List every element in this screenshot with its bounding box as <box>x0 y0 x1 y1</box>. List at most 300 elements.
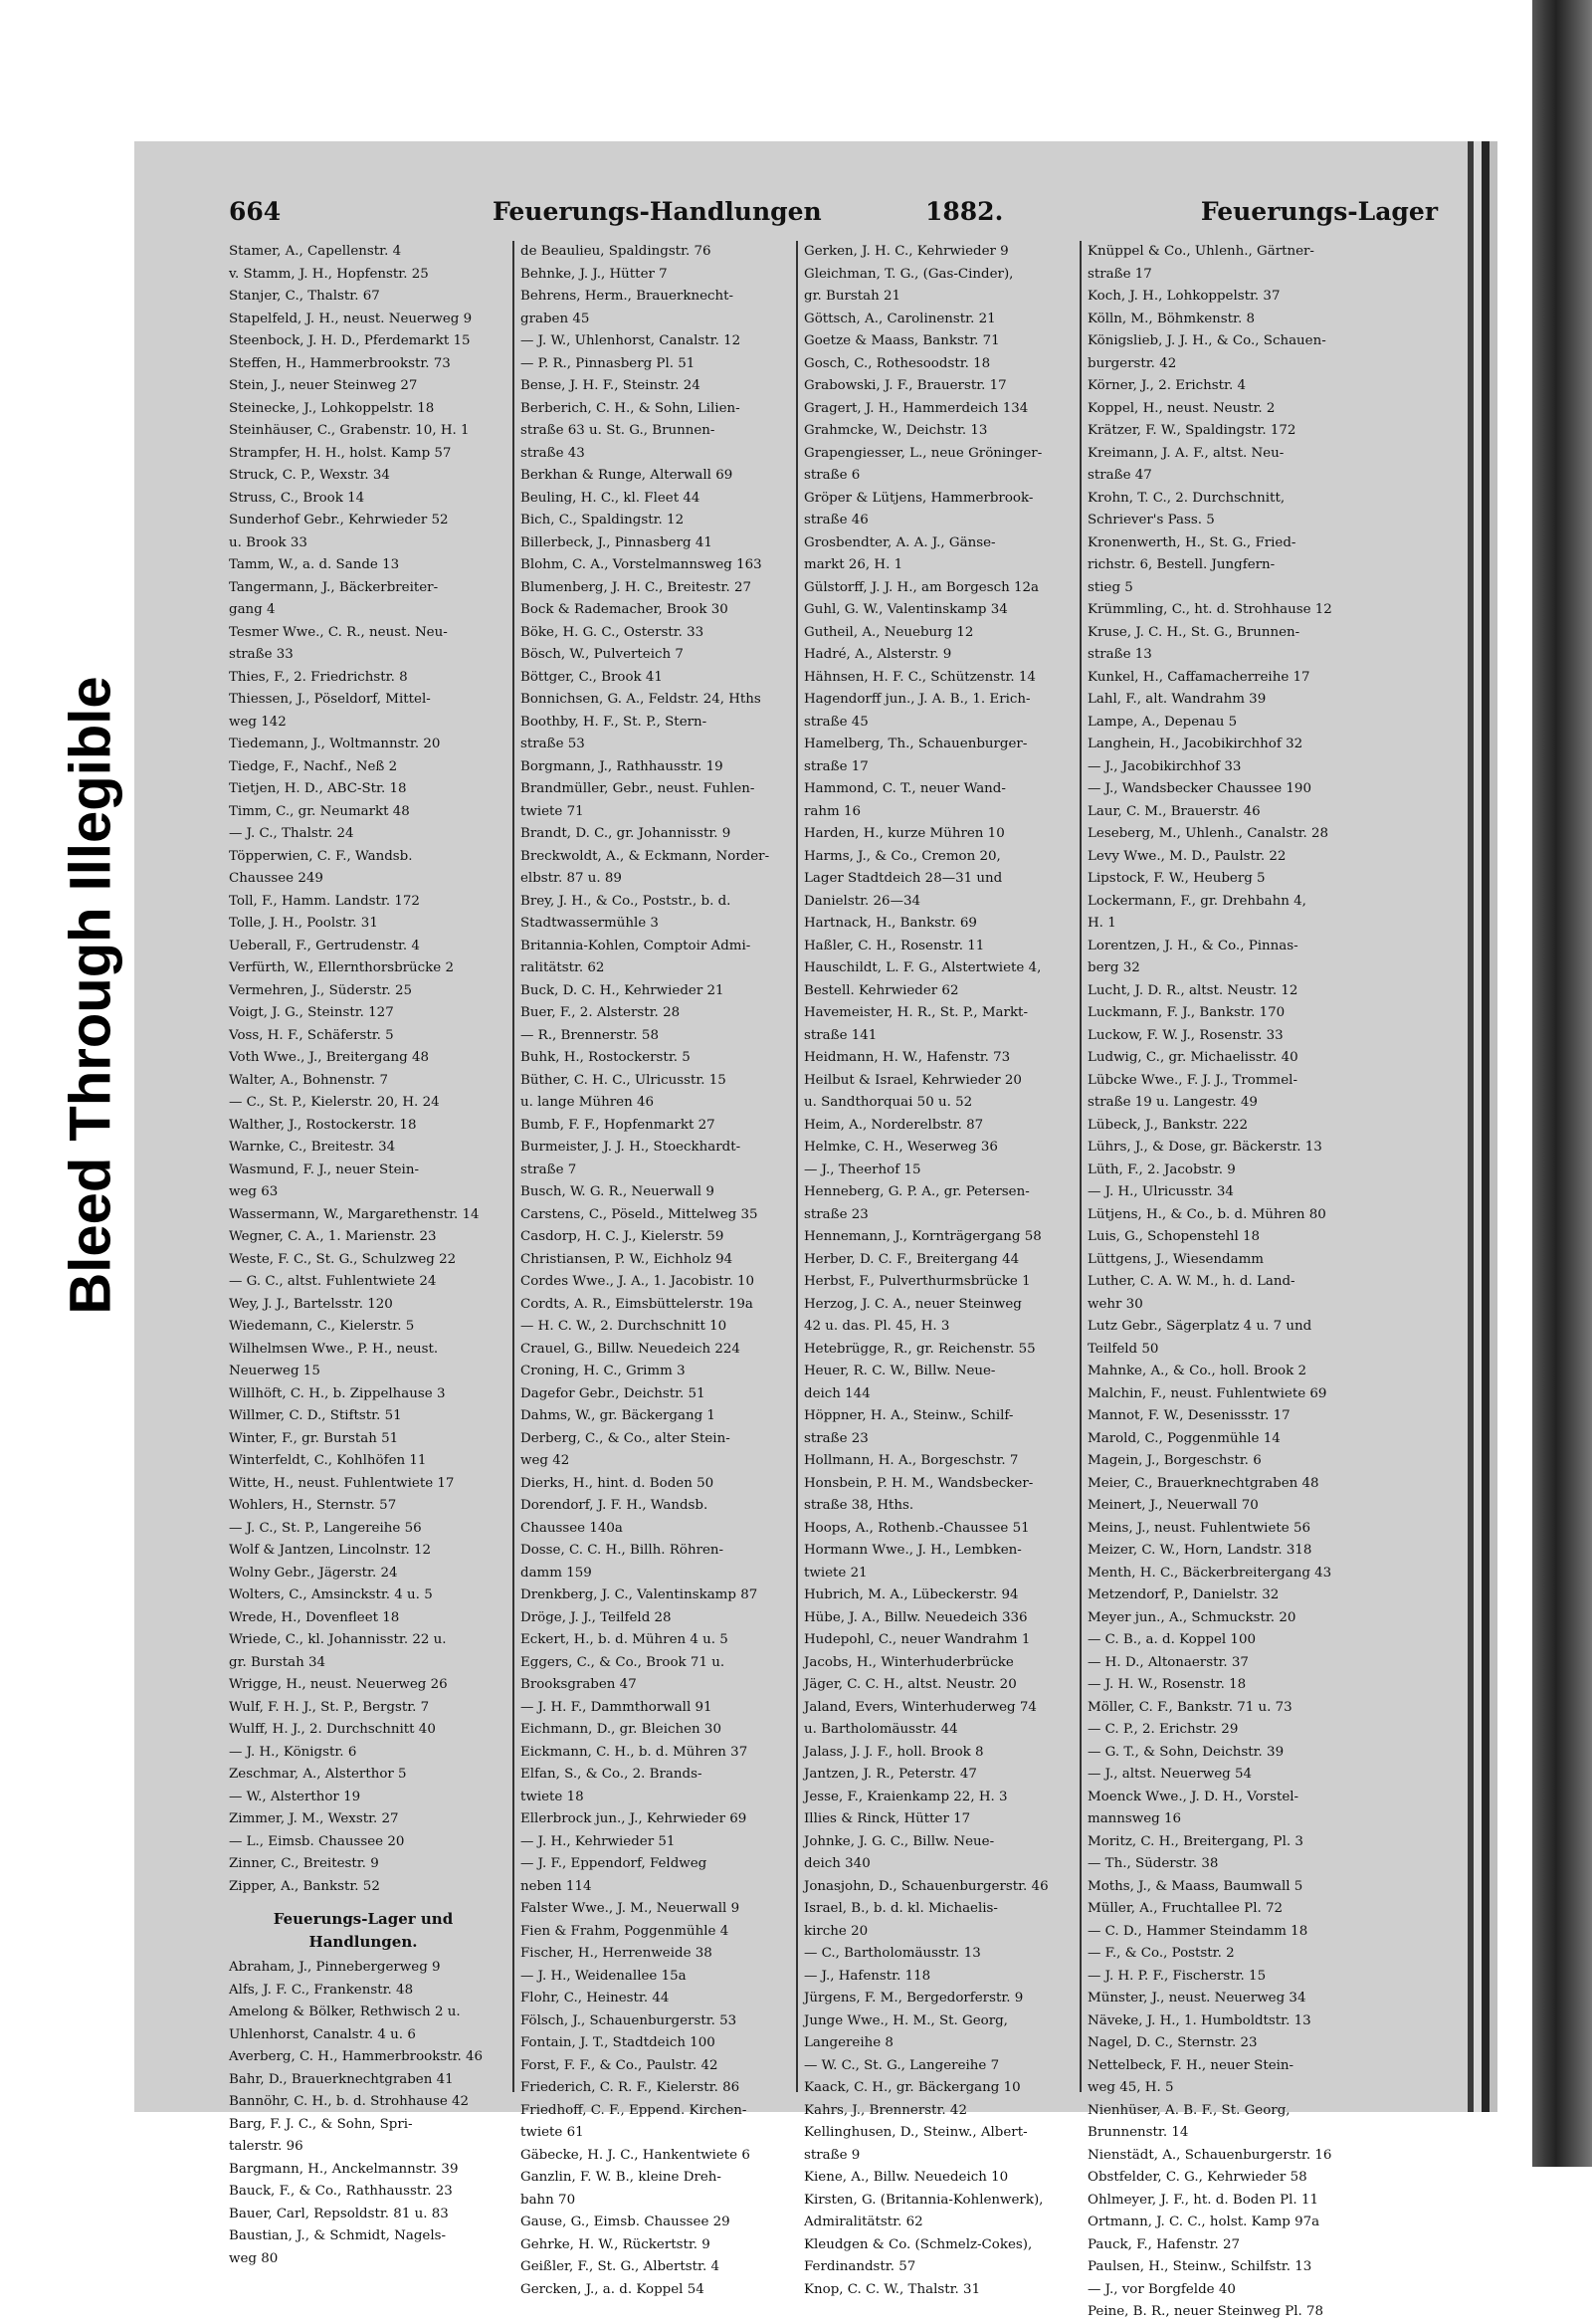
directory-entry: Voss, H. F., Schäferstr. 5 <box>229 1027 394 1043</box>
directory-entry: Wiedemann, C., Kielerstr. 5 <box>229 1319 415 1334</box>
directory-entry: — J. H., Königstr. 6 <box>229 1744 357 1760</box>
directory-entry: Henneberg, G. P. A., gr. Petersen- <box>804 1184 1030 1199</box>
directory-entry: Steinecke, J., Lohkoppelstr. 18 <box>229 400 435 416</box>
section-heading: Feuerungs-Lager und Handlungen. <box>273 1910 454 1951</box>
directory-entry: — C. D., Hammer Steindamm 18 <box>1088 1923 1308 1939</box>
directory-entry: Lüth, F., 2. Jacobstr. 9 <box>1088 1162 1236 1177</box>
directory-entry: 42 u. das. Pl. 45, H. 3 <box>804 1319 950 1334</box>
directory-entry: Luckmann, F. J., Bankstr. 170 <box>1088 1005 1286 1020</box>
directory-entry: Hormann Wwe., J. H., Lembken- <box>804 1543 1022 1558</box>
directory-entry: Dosse, C. C. H., Billh. Röhren- <box>520 1543 724 1558</box>
directory-entry: Zipper, A., Bankstr. 52 <box>229 1878 380 1894</box>
directory-entry: Lager Stadtdeich 28—31 und <box>804 871 1003 886</box>
directory-entry: Grosbendter, A. A. J., Gänse- <box>804 534 996 550</box>
directory-entry: Bich, C., Spaldingstr. 12 <box>520 513 685 528</box>
directory-entry: Busch, W. G. R., Neuerwall 9 <box>520 1184 714 1199</box>
directory-entry: Hauschildt, L. F. G., Alstertwiete 4, <box>804 960 1042 975</box>
directory-entry: — L., Eimsb. Chaussee 20 <box>229 1833 405 1849</box>
directory-entry: Struss, C., Brook 14 <box>229 490 365 506</box>
directory-entry: Wohlers, H., Sternstr. 57 <box>229 1498 397 1513</box>
directory-entry: Teilfeld 50 <box>1088 1341 1159 1357</box>
directory-entry: Gäbecke, H. J. C., Hankentwiete 6 <box>520 2147 750 2163</box>
directory-entry: Hamelberg, Th., Schauenburger- <box>804 737 1028 751</box>
directory-entry: Bauer, Carl, Repsoldstr. 81 u. 83 <box>229 2206 449 2221</box>
directory-entry: Kaack, C. H., gr. Bäckergang 10 <box>804 2080 1021 2095</box>
directory-entry: Peine, B. R., neuer Steinweg Pl. 78 <box>1088 2304 1324 2319</box>
directory-entry: — J. C., St. P., Langereihe 56 <box>229 1520 422 1536</box>
directory-entry: Tietjen, H. D., ABC-Str. 18 <box>229 781 407 796</box>
directory-entry: gr. Burstah 34 <box>229 1654 326 1670</box>
directory-entry: straße 47 <box>1088 468 1152 483</box>
directory-entry: — G. C., altst. Fuhlentwiete 24 <box>229 1274 437 1289</box>
directory-entry: — J., vor Borgfelde 40 <box>1088 2281 1236 2297</box>
directory-entry: weg 80 <box>229 2250 279 2266</box>
directory-entry: Struck, C. P., Wexstr. 34 <box>229 468 390 483</box>
directory-entry: Lübeck, J., Bankstr. 222 <box>1088 1117 1249 1133</box>
directory-entry: Friedhoff, C. F., Eppend. Kirchen- <box>520 2102 747 2118</box>
directory-entry: Geißler, F., St. G., Albertstr. 4 <box>520 2259 719 2274</box>
directory-entry: Grabowski, J. F., Brauerstr. 17 <box>804 378 1007 393</box>
directory-entry: weg 42 <box>520 1453 570 1468</box>
directory-entry: Bestell. Kehrwieder 62 <box>804 982 959 998</box>
directory-entry: Fölsch, J., Schauenburgerstr. 53 <box>520 2012 737 2028</box>
directory-entry: Croning, H. C., Grimm 3 <box>520 1364 686 1378</box>
directory-entry: Guhl, G. W., Valentinskamp 34 <box>804 602 1008 617</box>
directory-entry: — J., Jacobikirchhof 33 <box>1088 758 1242 774</box>
directory-entry: Gause, G., Eimsb. Chaussee 29 <box>520 2215 730 2229</box>
running-section: Feuerungs-Lager <box>1200 197 1438 226</box>
directory-entry: Koppel, H., neust. Neustr. 2 <box>1088 400 1276 416</box>
directory-entry: Harms, J., & Co., Cremon 20, <box>804 848 1001 864</box>
document-condition-stamps <box>0 0 124 2167</box>
directory-entry: Baustian, J., & Schmidt, Nagels- <box>229 2228 446 2243</box>
directory-entry: Lampe, A., Depenau 5 <box>1088 714 1238 730</box>
directory-entry: Blumenberg, J. H. C., Breitestr. 27 <box>520 579 752 595</box>
directory-entry: Carstens, C., Pöseld., Mittelweg 35 <box>520 1206 758 1222</box>
directory-entry: Metzendorf, P., Danielstr. 32 <box>1088 1587 1280 1602</box>
directory-entry: Tiedge, F., Nachf., Neß 2 <box>229 758 398 774</box>
directory-entry: Hudepohl, C., neuer Wandrahm 1 <box>804 1632 1031 1647</box>
directory-entry: Obstfelder, C. G., Kehrwieder 58 <box>1088 2170 1307 2185</box>
directory-columns <box>229 241 1333 2319</box>
directory-entry: Stadtwassermühle 3 <box>520 916 659 931</box>
directory-entry: Buer, F., 2. Alsterstr. 28 <box>520 1005 681 1020</box>
directory-entry: Krümmling, C., ht. d. Strohhause 12 <box>1088 602 1332 617</box>
directory-entry: Herber, D. C. F., Breitergang 44 <box>804 1251 1020 1267</box>
directory-entry: Möller, C. F., Bankstr. 71 u. 73 <box>1088 1699 1293 1715</box>
directory-entry: twiete 61 <box>520 2125 584 2140</box>
directory-entry: — Th., Süderstr. 38 <box>1088 1856 1219 1871</box>
directory-entry: Behnke, J. J., Hütter 7 <box>520 266 668 282</box>
directory-entry: — W. C., St. G., Langereihe 7 <box>804 2057 1000 2073</box>
directory-entry: Thies, F., 2. Friedrichstr. 8 <box>229 669 408 685</box>
directory-entry: Kiene, A., Billw. Neuedeich 10 <box>804 2170 1009 2185</box>
directory-entry: twiete 21 <box>804 1565 868 1581</box>
directory-entry: straße 23 <box>804 1206 869 1222</box>
directory-entry: Elfan, S., & Co., 2. Brands- <box>520 1767 702 1782</box>
directory-entry: Crauel, G., Billw. Neuedeich 224 <box>520 1341 740 1357</box>
directory-entry: Bense, J. H. F., Steinstr. 24 <box>520 378 700 393</box>
directory-entry: Steinhäuser, C., Grabenstr. 10, H. 1 <box>229 423 470 438</box>
directory-entry: Chaussee 140a <box>520 1520 623 1536</box>
directory-entry: — J. W., Uhlenhorst, Canalstr. 12 <box>520 333 741 348</box>
directory-entry: Kirsten, G. (Britannia-Kohlenwerk), <box>804 2192 1044 2208</box>
directory-entry: Luther, C. A. W. M., h. d. Land- <box>1088 1274 1295 1289</box>
directory-entry: Moritz, C. H., Breitergang, Pl. 3 <box>1088 1833 1303 1849</box>
page-header <box>229 197 1438 237</box>
directory-entry: u. lange Mühren 46 <box>520 1095 654 1110</box>
directory-entry: Behrens, Herm., Brauerknecht- <box>520 289 734 304</box>
directory-entry: markt 26, H. 1 <box>804 557 903 572</box>
directory-entry: Meyer jun., A., Schmuckstr. 20 <box>1088 1609 1296 1625</box>
directory-entry: Nagel, D. C., Sternstr. 23 <box>1088 2035 1258 2050</box>
directory-entry: bahn 70 <box>520 2192 576 2208</box>
directory-entry: stieg 5 <box>1088 579 1133 595</box>
directory-entry: Voth Wwe., J., Breitergang 48 <box>229 1050 429 1065</box>
directory-entry: Jonasjohn, D., Schauenburgerstr. 46 <box>804 1878 1049 1894</box>
directory-entry: — H. C. W., 2. Durchschnitt 10 <box>520 1319 727 1334</box>
directory-entry: Zimmer, J. M., Wexstr. 27 <box>229 1811 399 1826</box>
directory-entry: Dröge, J. J., Teilfeld 28 <box>520 1609 672 1625</box>
directory-entry: Tiedemann, J., Woltmannstr. 20 <box>229 737 441 751</box>
directory-entry: Kronenwerth, H., St. G., Fried- <box>1088 534 1296 550</box>
column-3 <box>796 241 1073 2297</box>
directory-entry: Näveke, J. H., 1. Humboldtstr. 13 <box>1088 2012 1311 2028</box>
directory-entry: Böke, H. G. C., Osterstr. 33 <box>520 624 704 640</box>
directory-entry: Ohlmeyer, J. F., ht. d. Boden Pl. 11 <box>1088 2192 1318 2208</box>
directory-entry: Averberg, C. H., Hammerbrookstr. 46 <box>229 2049 484 2064</box>
directory-entry: Lutz Gebr., Sägerplatz 4 u. 7 und <box>1088 1319 1312 1334</box>
directory-entry: Hartnack, H., Bankstr. 69 <box>804 916 977 931</box>
directory-entry: straße 13 <box>1088 647 1152 662</box>
directory-entry: Wriede, C., kl. Johannisstr. 22 u. <box>229 1632 447 1647</box>
directory-entry: Menth, H. C., Bäckerbreitergang 43 <box>1088 1565 1332 1581</box>
directory-entry: Ueberall, F., Gertrudenstr. 4 <box>229 938 420 953</box>
directory-entry: Israel, B., b. d. kl. Michaelis- <box>804 1901 998 1916</box>
directory-entry: Luis, G., Schopenstehl 18 <box>1088 1229 1261 1244</box>
directory-entry: Bumb, F. F., Hopfenmarkt 27 <box>520 1117 715 1133</box>
directory-entry: Falster Wwe., J. M., Neuerwall 9 <box>520 1901 740 1916</box>
directory-entry: Admiralitätstr. 62 <box>804 2215 923 2229</box>
directory-entry: Hoops, A., Rothenb.-Chaussee 51 <box>804 1520 1030 1536</box>
directory-entry: Lockermann, F., gr. Drehbahn 4, <box>1088 893 1306 909</box>
directory-entry: Walther, J., Rostockerstr. 18 <box>229 1117 417 1133</box>
directory-entry: Lucht, J. D. R., altst. Neustr. 12 <box>1088 982 1298 998</box>
directory-entry: Lipstock, F. W., Heuberg 5 <box>1088 871 1266 886</box>
directory-entry: ralitätstr. 62 <box>520 960 605 975</box>
directory-entry: Flohr, C., Heinestr. 44 <box>520 1991 670 2006</box>
directory-entry: Uhlenhorst, Canalstr. 4 u. 6 <box>229 2026 416 2042</box>
directory-entry: straße 45 <box>804 714 869 730</box>
directory-entry: Stapelfeld, J. H., neust. Neuerweg 9 <box>229 311 473 326</box>
directory-entry: Walter, A., Bohnenstr. 7 <box>229 1072 388 1088</box>
directory-entry: Sunderhof Gebr., Kehrwieder 52 <box>229 513 449 528</box>
directory-entry: Kreimann, J. A. F., altst. Neu- <box>1088 445 1285 461</box>
directory-entry: Weste, F. C., St. G., Schulzweg 22 <box>229 1251 457 1267</box>
directory-entry: — F., & Co., Poststr. 2 <box>1088 1946 1235 1961</box>
directory-entry: — R., Brennerstr. 58 <box>520 1027 659 1043</box>
directory-entry: Paulsen, H., Steinw., Schilfstr. 13 <box>1088 2259 1312 2274</box>
directory-entry: — W., Alsterthor 19 <box>229 1789 361 1804</box>
directory-entry: Harden, H., kurze Mühren 10 <box>804 826 1005 841</box>
directory-entry: Böttger, C., Brook 41 <box>520 669 663 685</box>
directory-entry: Gülstorff, J. J. H., am Borgesch 12a <box>804 579 1040 595</box>
directory-entry: straße 53 <box>520 737 585 751</box>
directory-entry: straße 17 <box>1088 266 1152 282</box>
directory-entry: Lübcke Wwe., F. J. J., Trommel- <box>1088 1072 1297 1088</box>
directory-entry: Wilhelmsen Wwe., P. H., neust. <box>229 1341 439 1357</box>
directory-entry: Eckert, H., b. d. Mühren 4 u. 5 <box>520 1632 728 1647</box>
directory-entry: — C., Bartholomäusstr. 13 <box>804 1946 981 1961</box>
directory-entry: Meinert, J., Neuerwall 70 <box>1088 1498 1259 1513</box>
directory-entry: Brunnenstr. 14 <box>1088 2125 1189 2140</box>
directory-entry: Bannöhr, C. H., b. d. Strohhause 42 <box>229 2094 470 2109</box>
directory-entry: straße 9 <box>804 2147 861 2163</box>
directory-entry: Hähnsen, H. F. C., Schützenstr. 14 <box>804 669 1036 685</box>
directory-entry: Bösch, W., Pulverteich 7 <box>520 647 684 662</box>
directory-entry: Meins, J., neust. Fuhlentwiete 56 <box>1088 1520 1310 1536</box>
directory-entry: Hetebrügge, R., gr. Reichenstr. 55 <box>804 1341 1036 1357</box>
directory-entry: Timm, C., gr. Neumarkt 48 <box>229 803 410 819</box>
directory-entry: straße 38, Hths. <box>804 1498 914 1513</box>
directory-entry: Lührs, J., & Dose, gr. Bäckerstr. 13 <box>1088 1140 1322 1155</box>
directory-entry: Nettelbeck, F. H., neuer Stein- <box>1088 2057 1294 2073</box>
directory-entry: Amelong & Bölker, Rethwisch 2 u. <box>229 2005 461 2019</box>
directory-entry: Herbst, F., Pulverthurmsbrücke 1 <box>804 1274 1031 1289</box>
directory-entry: Goetze & Maass, Bankstr. 71 <box>804 333 1000 348</box>
directory-entry: Mahnke, A., & Co., holl. Brook 2 <box>1088 1364 1306 1378</box>
directory-entry: Gragert, J. H., Hammerdeich 134 <box>804 400 1029 416</box>
directory-entry: Helmke, C. H., Weserweg 36 <box>804 1140 998 1155</box>
directory-entry: burgerstr. 42 <box>1088 355 1177 371</box>
directory-entry: Stanjer, C., Thalstr. 67 <box>229 289 380 304</box>
directory-entry: Jesse, F., Kraienkamp 22, H. 3 <box>804 1789 1008 1804</box>
directory-entry: Stamer, A., Capellenstr. 4 <box>229 244 402 259</box>
directory-entry: Meizer, C. W., Horn, Landstr. 318 <box>1088 1543 1312 1558</box>
directory-entry: Borgmann, J., Rathhausstr. 19 <box>520 758 723 774</box>
directory-entry: Krätzer, F. W., Spaldingstr. 172 <box>1088 423 1296 438</box>
directory-entry: Beuling, H. C., kl. Fleet 44 <box>520 490 700 506</box>
directory-entry: Jürgens, F. M., Bergedorferstr. 9 <box>804 1991 1024 2006</box>
directory-entry: Hübe, J. A., Billw. Neuedeich 336 <box>804 1609 1028 1625</box>
directory-entry: — J., altst. Neuerweg 54 <box>1088 1767 1253 1782</box>
directory-entry: Illies & Rinck, Hütter 17 <box>804 1811 971 1826</box>
directory-entry: Tolle, J. H., Poolstr. 31 <box>229 916 378 931</box>
directory-entry: Wegner, C. A., 1. Marienstr. 23 <box>229 1229 437 1244</box>
directory-entry: Lorentzen, J. H., & Co., Pinnas- <box>1088 938 1298 953</box>
directory-page <box>134 141 1468 2319</box>
directory-entry: Moths, J., & Maass, Baumwall 5 <box>1088 1878 1303 1894</box>
directory-entry: Langereihe 8 <box>804 2035 894 2050</box>
directory-entry: Langhein, H., Jacobikirchhof 32 <box>1088 737 1303 751</box>
directory-entry: Wasmund, F. J., neuer Stein- <box>229 1162 419 1177</box>
directory-entry: twiete 18 <box>520 1789 584 1804</box>
directory-entry: u. Bartholomäusstr. 44 <box>804 1722 958 1737</box>
directory-entry: straße 17 <box>804 758 869 774</box>
directory-entry: Heuer, R. C. W., Billw. Neue- <box>804 1364 996 1378</box>
directory-entry: Lahl, F., alt. Wandrahm 39 <box>1088 692 1267 707</box>
directory-entry: Lüttgens, J., Wiesendamm <box>1088 1251 1264 1267</box>
directory-entry: Verfürth, W., Ellernthorsbrücke 2 <box>229 960 454 975</box>
directory-entry: — C., St. P., Kielerstr. 20, H. 24 <box>229 1095 440 1110</box>
directory-entry: Töpperwien, C. F., Wandsb. <box>229 848 413 864</box>
directory-entry: de Beaulieu, Spaldingstr. 76 <box>520 244 711 259</box>
directory-entry: Müller, A., Fruchtallee Pl. 72 <box>1088 1901 1284 1916</box>
directory-entry: Blohm, C. A., Vorstelmannsweg 163 <box>520 557 762 572</box>
directory-entry: Jäger, C. C. H., altst. Neustr. 20 <box>804 1677 1017 1692</box>
directory-entry: Bahr, D., Brauerknechtgraben 41 <box>229 2071 454 2087</box>
directory-entry: Höppner, H. A., Steinw., Schilf- <box>804 1408 1014 1423</box>
directory-entry: Wassermann, W., Margarethenstr. 14 <box>229 1206 480 1222</box>
directory-entry: — J. C., Thalstr. 24 <box>229 826 354 841</box>
directory-entry: — J., Hafenstr. 118 <box>804 1968 931 1984</box>
directory-entry: Malchin, F., neust. Fuhlentwiete 69 <box>1088 1385 1327 1401</box>
directory-entry: Winter, F., gr. Burstah 51 <box>229 1430 399 1446</box>
directory-entry: Moenck Wwe., J. D. H., Vorstel- <box>1088 1789 1299 1804</box>
directory-entry: — P. R., Pinnasberg Pl. 51 <box>520 355 696 371</box>
directory-entry: Buhk, H., Rostockerstr. 5 <box>520 1050 691 1065</box>
directory-entry: Wolters, C., Amsinckstr. 4 u. 5 <box>229 1587 433 1602</box>
scanner-edge <box>1532 0 1592 2167</box>
directory-entry: Jaland, Evers, Winterhuderweg 74 <box>804 1699 1037 1715</box>
directory-entry: Wolf & Jantzen, Lincolnstr. 12 <box>229 1543 432 1558</box>
directory-entry: Barg, F. J. C., & Sohn, Spri- <box>229 2116 413 2132</box>
directory-entry: Nienstädt, A., Schauenburgerstr. 16 <box>1088 2147 1332 2163</box>
directory-entry: — J. H. P. F., Fischerstr. 15 <box>1088 1968 1267 1984</box>
directory-entry: Wey, J. J., Bartelsstr. 120 <box>229 1296 393 1312</box>
directory-entry: Schriever's Pass. 5 <box>1088 513 1215 528</box>
directory-entry: Cordes Wwe., J. A., 1. Jacobistr. 10 <box>520 1274 755 1289</box>
directory-entry: Kellinghusen, D., Steinw., Albert- <box>804 2125 1028 2140</box>
directory-entry: Wolny Gebr., Jägerstr. 24 <box>229 1565 398 1581</box>
directory-entry: Gröper & Lütjens, Hammerbrook- <box>804 490 1034 506</box>
directory-entry: Steffen, H., Hammerbrookstr. 73 <box>229 355 451 371</box>
directory-entry: Fischer, H., Herrenweide 38 <box>520 1946 712 1961</box>
directory-entry: straße 63 u. St. G., Brunnen- <box>520 423 715 438</box>
directory-entry: Bargmann, H., Anckelmannstr. 39 <box>229 2161 459 2177</box>
directory-entry: Dagefor Gebr., Deichstr. 51 <box>520 1385 705 1401</box>
directory-entry: straße 141 <box>804 1027 878 1043</box>
directory-entry: Gutheil, A., Neueburg 12 <box>804 624 974 640</box>
directory-entry: Wrigge, H., neust. Neuerweg 26 <box>229 1677 448 1692</box>
directory-entry: mannsweg 16 <box>1088 1811 1182 1826</box>
directory-entry: elbstr. 87 u. 89 <box>520 871 622 886</box>
column-4 <box>1080 241 1356 2319</box>
directory-entry: — H. D., Altonaerstr. 37 <box>1088 1654 1249 1670</box>
directory-entry: Kruse, J. C. H., St. G., Brunnen- <box>1088 624 1300 640</box>
directory-entry: Pauck, F., Hafenstr. 27 <box>1088 2236 1241 2252</box>
directory-entry: Derberg, C., & Co., alter Stein- <box>520 1430 730 1446</box>
bleed-through-stamp: Bleed Through Illegible <box>58 676 122 1315</box>
directory-entry: Grapengiesser, L., neue Gröninger- <box>804 445 1043 461</box>
directory-entry: Marold, C., Poggenmühle 14 <box>1088 1430 1281 1446</box>
directory-entry: Ferdinandstr. 57 <box>804 2259 916 2274</box>
directory-entry: Chaussee 249 <box>229 871 323 886</box>
directory-entry: Gehrke, H. W., Rückertstr. 9 <box>520 2236 710 2252</box>
directory-entry: — C. B., a. d. Koppel 100 <box>1088 1632 1256 1647</box>
directory-entry: Honsbein, P. H. M., Wandsbecker- <box>804 1475 1034 1491</box>
directory-entry: Münster, J., neust. Neuerweg 34 <box>1088 1991 1306 2006</box>
directory-entry: Bock & Rademacher, Brook 30 <box>520 602 728 617</box>
directory-entry: Dorendorf, J. F. H., Wandsb. <box>520 1498 708 1513</box>
directory-entry: Dahms, W., gr. Bäckergang 1 <box>520 1408 715 1423</box>
directory-entry: deich 144 <box>804 1385 871 1401</box>
directory-entry: Magein, J., Borgeschstr. 6 <box>1088 1453 1262 1468</box>
directory-entry: straße 43 <box>520 445 585 461</box>
directory-entry: Hubrich, M. A., Lübeckerstr. 94 <box>804 1587 1019 1602</box>
directory-entry: Voigt, J. G., Steinstr. 127 <box>229 1005 394 1020</box>
directory-entry: Bauck, F., & Co., Rathhausstr. 23 <box>229 2184 453 2199</box>
directory-entry: talerstr. 96 <box>229 2139 303 2154</box>
directory-entry: Hollmann, H. A., Borgeschstr. 7 <box>804 1453 1019 1468</box>
directory-entry: Willmer, C. D., Stiftstr. 51 <box>229 1408 402 1423</box>
directory-entry: Grahmcke, W., Deichstr. 13 <box>804 423 988 438</box>
directory-entry: weg 45, H. 5 <box>1088 2080 1174 2095</box>
directory-entry: Jacobs, H., Winterhuderbrücke <box>804 1654 1014 1670</box>
column-1 <box>229 241 498 2266</box>
directory-entry: damm 159 <box>520 1565 592 1581</box>
directory-entry: Thiessen, J., Pöseldorf, Mittel- <box>229 692 431 707</box>
directory-entry: Heim, A., Norderelbstr. 87 <box>804 1117 984 1133</box>
directory-entry: Brey, J. H., & Co., Poststr., b. d. <box>520 893 731 909</box>
directory-entry: — J., Wandsbecker Chaussee 190 <box>1088 781 1311 796</box>
directory-entry: — J., Theerhof 15 <box>804 1162 921 1177</box>
directory-entry: Gerken, J. H. C., Kehrwieder 9 <box>804 244 1009 259</box>
directory-entry: Knüppel & Co., Uhlenh., Gärtner- <box>1088 244 1314 259</box>
directory-entry: Warnke, C., Breitestr. 34 <box>229 1140 396 1155</box>
directory-entry: rahm 16 <box>804 803 862 819</box>
directory-entry: Wulf, F. H. J., St. P., Bergstr. 7 <box>229 1699 430 1715</box>
directory-entry: Hagendorff jun., J. A. B., 1. Erich- <box>804 692 1031 707</box>
directory-entry: Heilbut & Israel, Kehrwieder 20 <box>804 1072 1022 1088</box>
directory-entry: u. Sandthorquai 50 u. 52 <box>804 1095 973 1110</box>
directory-entry: Britannia-Kohlen, Comptoir Admi- <box>520 938 751 953</box>
directory-entry: Forst, F. F., & Co., Paulstr. 42 <box>520 2057 718 2073</box>
page-number: 664 <box>229 197 282 226</box>
directory-entry: Fontain, J. T., Stadtdeich 100 <box>520 2035 715 2050</box>
directory-entry: Tangermann, J., Bäckerbreiter- <box>229 579 439 595</box>
directory-entry: Herzog, J. C. A., neuer Steinweg <box>804 1296 1022 1312</box>
directory-entry: Strampfer, H. H., holst. Kamp 57 <box>229 445 452 461</box>
directory-entry: Berkhan & Runge, Alterwall 69 <box>520 468 733 483</box>
directory-entry: Brandt, D. C., gr. Johannisstr. 9 <box>520 826 731 841</box>
running-year: 1882. <box>925 197 1004 226</box>
directory-entry: — J. H. F., Dammthorwall 91 <box>520 1699 712 1715</box>
directory-entry: Jalass, J. J. F., holl. Brook 8 <box>804 1744 984 1760</box>
directory-entry: straße 23 <box>804 1430 869 1446</box>
directory-entry: Zeschmar, A., Alsterthor 5 <box>229 1767 407 1782</box>
directory-entry: straße 6 <box>804 468 861 483</box>
directory-entry: gang 4 <box>229 602 276 617</box>
directory-entry: straße 46 <box>804 513 869 528</box>
directory-entry: weg 63 <box>229 1184 279 1199</box>
directory-entry: straße 7 <box>520 1162 577 1177</box>
directory-entry: Mannot, F. W., Desenissstr. 17 <box>1088 1408 1291 1423</box>
directory-entry: Tamm, W., a. d. Sande 13 <box>229 557 400 572</box>
directory-entry: straße 33 <box>229 647 294 662</box>
directory-entry: Laur, C. M., Brauerstr. 46 <box>1088 803 1261 819</box>
directory-entry: Meier, C., Brauerknechtgraben 48 <box>1088 1475 1319 1491</box>
directory-entry: Jantzen, J. R., Peterstr. 47 <box>804 1767 977 1782</box>
directory-entry: Danielstr. 26—34 <box>804 893 920 909</box>
directory-entry: Wulff, H. J., 2. Durchschnitt 40 <box>229 1722 436 1737</box>
directory-entry: Levy Wwe., M. D., Paulstr. 22 <box>1088 848 1287 864</box>
directory-entry: Bonnichsen, G. A., Feldstr. 24, Hths <box>520 692 761 707</box>
directory-entry: Haßler, C. H., Rosenstr. 11 <box>804 938 985 953</box>
directory-entry: Ludwig, C., gr. Michaelisstr. 40 <box>1088 1050 1298 1065</box>
directory-entry: Kleudgen & Co. (Schmelz-Cokes), <box>804 2236 1033 2252</box>
directory-entry: Boothby, H. F., St. P., Stern- <box>520 714 707 730</box>
